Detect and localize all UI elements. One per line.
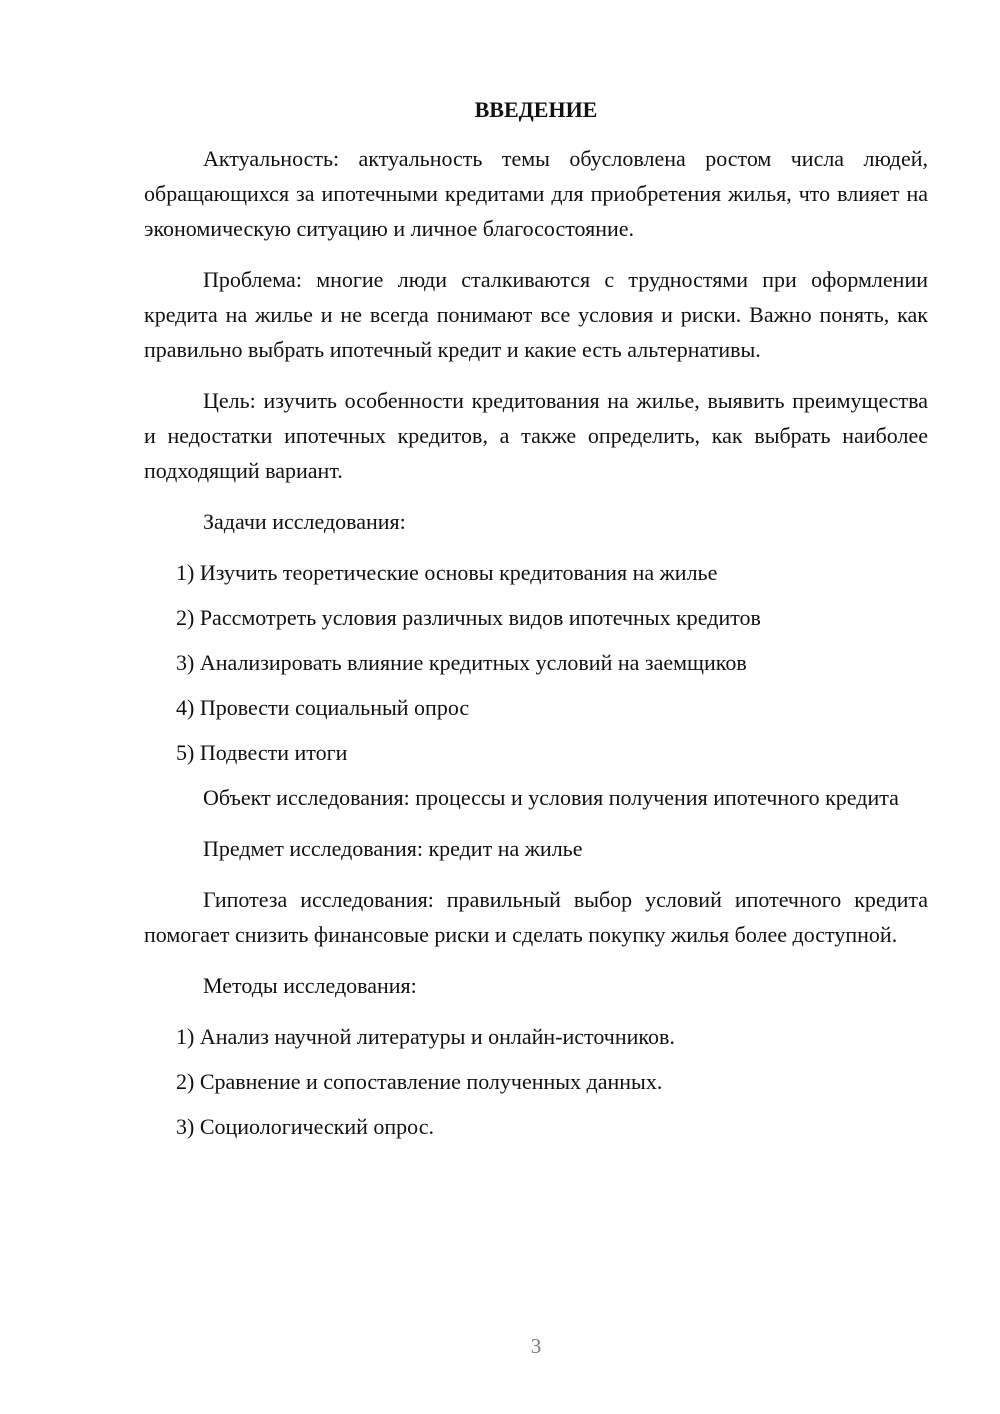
list-item: 5) Подвести итоги: [176, 740, 348, 765]
page-number: 3: [530, 1334, 542, 1358]
object-paragraph: Объект исследования: процессы и условия получения ипотечного кредита: [203, 785, 899, 810]
list-item: 2) Рассмотреть условия различных видов ипотечных кредитов: [176, 605, 761, 630]
methods-list: [144, 1019, 928, 1144]
list-item: 1) Анализ научной литературы и онлайн-источников.: [176, 1024, 675, 1049]
subject-paragraph: Предмет исследования: кредит на жилье: [203, 836, 583, 861]
list-item: 4) Провести социальный опрос: [176, 695, 470, 720]
methods-heading: Методы исследования:: [203, 973, 417, 998]
problem-paragraph: Проблема: многие люди сталкиваются с трудностями при оформлении кредита на жилье и не всегда понимают все условия и риски. Важно понять, как правильно выбрать ипотечный кредит и какие есть альтернативы.: [144, 267, 928, 362]
tasks-list: [144, 555, 928, 770]
relevance-paragraph: Актуальность: актуальность темы обусловлена ростом числа людей, обращающихся за ипотечными кредитами для приобретения жилья, что влияет на экономическую ситуацию и личное благосостояние.: [144, 146, 928, 241]
document-page: [144, 92, 928, 1154]
list-item: 3) Социологический опрос.: [176, 1114, 434, 1139]
tasks-heading: Задачи исследования:: [203, 509, 406, 534]
list-item: 2) Сравнение и сопоставление полученных данных.: [176, 1069, 663, 1094]
list-item: 1) Изучить теоретические основы кредитования на жилье: [176, 560, 718, 585]
goal-paragraph: Цель: изучить особенности кредитования на жилье, выявить преимущества и недостатки ипотечных кредитов, а также определить, как выбрать наиболее подходящий вариант.: [144, 388, 928, 483]
section-title: ВВЕДЕНИЕ: [474, 97, 598, 122]
list-item: 3) Анализировать влияние кредитных условий на заемщиков: [176, 650, 747, 675]
hypothesis-paragraph: Гипотеза исследования: правильный выбор условий ипотечного кредита помогает снизить финансовые риски и сделать покупку жилья более доступной.: [144, 887, 928, 947]
